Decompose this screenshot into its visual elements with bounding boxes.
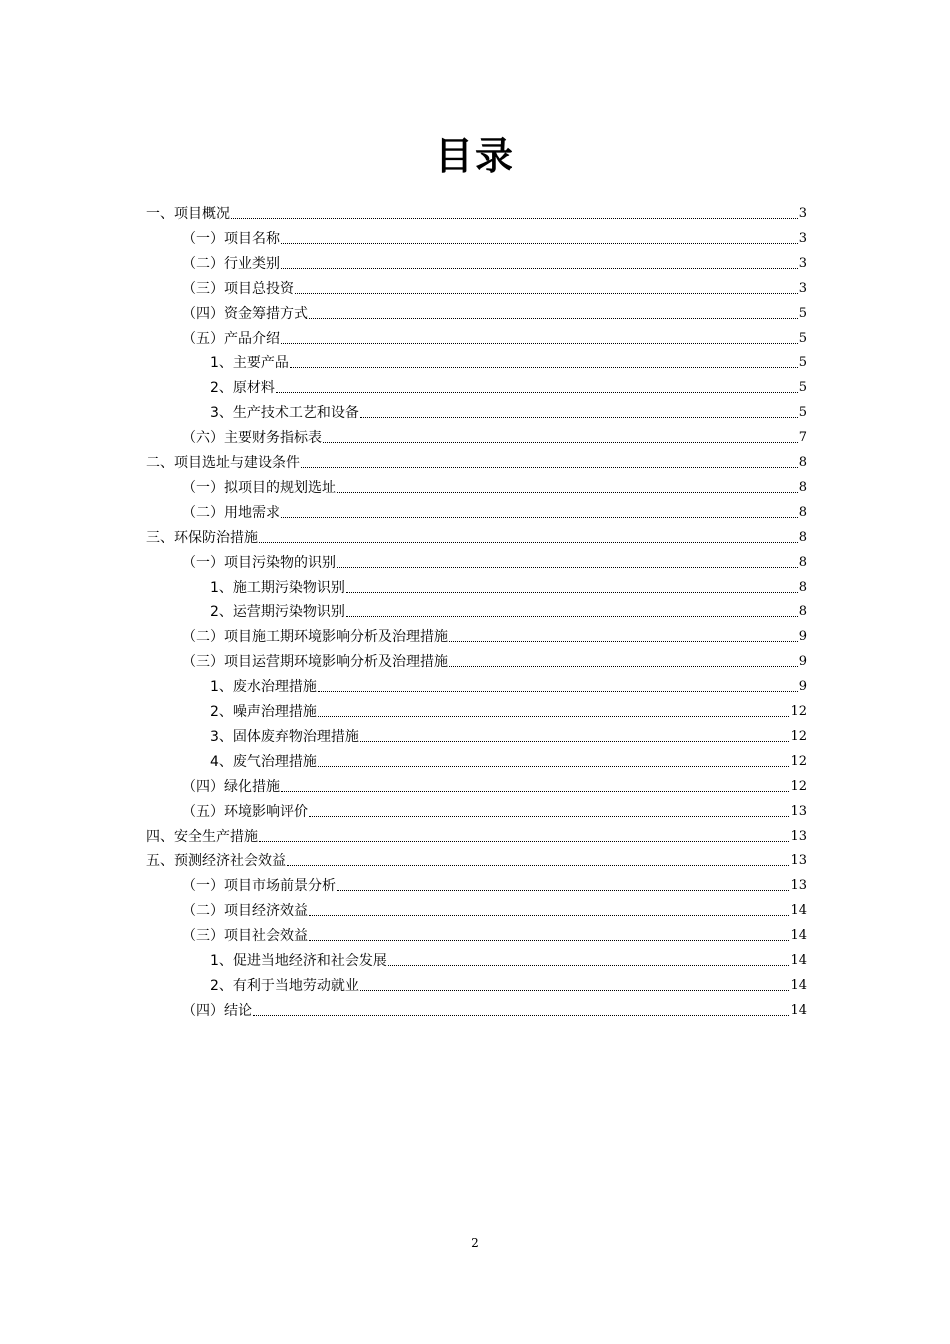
toc-dot-leader (449, 666, 798, 667)
toc-dot-leader (259, 542, 798, 543)
toc-entry-section[interactable] (182, 997, 807, 1021)
toc-entry-subsection[interactable] (210, 349, 807, 373)
toc-entry-label: （一）项目名称 (182, 230, 280, 247)
toc-entry-label: 2、运营期污染物识别 (210, 604, 345, 621)
toc-entry-page: 14 (790, 928, 807, 944)
toc-entry-subsection[interactable] (210, 374, 807, 398)
toc-entry-section[interactable] (182, 300, 807, 324)
toc-entry-label: （五）产品介绍 (182, 330, 280, 347)
toc-entry-page: 14 (790, 977, 807, 993)
toc-dot-leader (318, 691, 798, 692)
toc-entry-page: 8 (798, 479, 807, 495)
toc-entry-page: 12 (790, 704, 807, 719)
toc-entry-label: （四）结论 (182, 1002, 252, 1019)
toc-entry-page: 12 (790, 753, 807, 769)
toc-entry-section[interactable] (182, 424, 807, 448)
toc-entry-label: （三）项目社会效益 (182, 928, 308, 945)
toc-dot-leader (301, 467, 798, 468)
toc-entry-section[interactable] (182, 474, 807, 498)
toc-entry-page: 5 (798, 305, 807, 321)
toc-dot-leader (309, 816, 789, 817)
toc-dot-leader (309, 318, 798, 319)
toc-dot-leader (318, 716, 790, 717)
toc-entry-label: （四）绿化措施 (182, 778, 280, 795)
toc-entry-page: 5 (798, 405, 807, 421)
toc-entry-page: 3 (798, 230, 807, 246)
toc-entry-label: （三）项目运营期环境影响分析及治理措施 (182, 654, 448, 671)
toc-entry-label: （五）环境影响评价 (182, 803, 308, 820)
toc-entry-chapter[interactable] (146, 524, 807, 548)
toc-dot-leader (281, 268, 798, 269)
toc-entry-label: 1、促进当地经济和社会发展 (210, 953, 387, 969)
toc-entry-subsection[interactable] (210, 574, 807, 598)
toc-entry-page: 3 (798, 280, 807, 296)
toc-entry-label: 3、固体废弃物治理措施 (210, 728, 359, 745)
toc-entry-page: 7 (798, 430, 807, 446)
toc-entry-page: 13 (790, 828, 807, 844)
toc-entry-page: 3 (798, 255, 807, 271)
toc-entry-label: （一）项目市场前景分析 (182, 878, 336, 895)
toc-dot-leader (295, 293, 798, 294)
toc-dot-leader (337, 890, 789, 891)
toc-entry-page: 3 (798, 206, 807, 221)
toc-dot-leader (337, 567, 798, 568)
toc-entry-section[interactable] (182, 798, 807, 822)
toc-entry-page: 8 (798, 504, 807, 520)
toc-entry-section[interactable] (182, 897, 807, 921)
toc-entry-subsection[interactable] (210, 723, 807, 747)
toc-entry-label: （二）项目施工期环境影响分析及治理措施 (182, 629, 448, 646)
toc-entry-subsection[interactable] (210, 698, 807, 722)
toc-entry-label: 一、项目概况 (146, 206, 230, 222)
toc-entry-label: 2、有利于当地劳动就业 (210, 977, 359, 994)
page-title: 目录 (434, 134, 515, 178)
toc-entry-section[interactable] (182, 773, 807, 797)
toc-entry-subsection[interactable] (210, 598, 807, 622)
toc-entry-label: （三）项目总投资 (182, 280, 294, 297)
toc-entry-label: 四、安全生产措施 (146, 828, 258, 845)
toc-entry-label: （二）用地需求 (182, 504, 280, 521)
toc-dot-leader (259, 841, 789, 842)
toc-entry-section[interactable] (182, 922, 807, 946)
toc-entry-section[interactable] (182, 325, 807, 349)
toc-entry-page: 8 (798, 455, 807, 470)
toc-entry-page: 9 (798, 654, 807, 670)
toc-entry-page: 14 (790, 953, 807, 968)
toc-entry-label: 1、主要产品 (210, 355, 289, 372)
toc-dot-leader (360, 741, 790, 742)
toc-entry-label: 1、废水治理措施 (210, 679, 317, 696)
toc-entry-label: （二）行业类别 (182, 255, 280, 272)
toc-entry-page: 8 (798, 579, 807, 595)
toc-dot-leader (281, 343, 798, 344)
toc-entry-section[interactable] (182, 549, 807, 573)
toc-entry-label: 3、生产技术工艺和设备 (210, 405, 359, 422)
toc-entry-page: 5 (798, 380, 807, 396)
toc-entry-page: 14 (790, 903, 807, 919)
toc-entry-subsection[interactable] (210, 673, 807, 697)
toc-entry-section[interactable] (182, 872, 807, 896)
toc-entry-page: 9 (798, 629, 807, 645)
toc-dot-leader (309, 915, 789, 916)
toc-entry-label: （二）项目经济效益 (182, 903, 308, 920)
toc-dot-leader (281, 243, 798, 244)
toc-entry-label: （一）拟项目的规划选址 (182, 479, 336, 496)
toc-dot-leader (231, 218, 798, 219)
toc-entry-page: 12 (790, 728, 807, 744)
toc-entry-page: 13 (790, 803, 807, 819)
toc-entry-label: 1、施工期污染物识别 (210, 579, 345, 596)
toc-dot-leader (290, 367, 798, 368)
toc-dot-leader (281, 517, 798, 518)
toc-entry-chapter[interactable] (146, 847, 807, 871)
toc-entry-section[interactable] (182, 648, 807, 672)
toc-entry-page: 13 (790, 878, 807, 894)
toc-dot-leader (346, 592, 798, 593)
toc-dot-leader (449, 641, 798, 642)
toc-dot-leader (287, 865, 789, 866)
toc-entry-subsection[interactable] (210, 399, 807, 423)
toc-entry-label: 4、废气治理措施 (210, 753, 317, 770)
toc-dot-leader (309, 940, 789, 941)
toc-entry-page: 9 (798, 679, 807, 695)
toc-entry-subsection[interactable] (210, 947, 807, 971)
toc-dot-leader (337, 492, 798, 493)
toc-entry-subsection[interactable] (210, 748, 807, 772)
toc-entry-label: （六）主要财务指标表 (182, 430, 322, 447)
toc-entry-page: 8 (798, 604, 807, 620)
toc-entry-label: 三、环保防治措施 (146, 529, 258, 546)
toc-dot-leader (323, 442, 798, 443)
toc-dot-leader (276, 392, 798, 393)
toc-entry-chapter[interactable] (146, 823, 807, 847)
toc-entry-page: 14 (790, 1002, 807, 1018)
page-number: 2 (471, 1236, 479, 1250)
toc-entry-subsection[interactable] (210, 972, 807, 996)
toc-dot-leader (360, 990, 790, 991)
toc-entry-page: 12 (790, 778, 807, 794)
toc-entry-section[interactable] (182, 225, 807, 249)
toc-entry-chapter[interactable] (146, 200, 807, 224)
toc-dot-leader (360, 417, 798, 418)
toc-entry-label: 2、原材料 (210, 380, 275, 397)
toc-entry-label: （一）项目污染物的识别 (182, 554, 336, 571)
toc-entry-page: 5 (798, 355, 807, 371)
toc-entry-label: （四）资金筹措方式 (182, 305, 308, 322)
toc-dot-leader (318, 766, 790, 767)
toc-entry-section[interactable] (182, 623, 807, 647)
toc-dot-leader (346, 616, 798, 617)
toc-entry-page: 8 (798, 554, 807, 570)
toc-entry-label: 二、项目选址与建设条件 (146, 455, 300, 471)
toc-entry-chapter[interactable] (146, 449, 807, 473)
toc-entry-section[interactable] (182, 250, 807, 274)
toc-entry-label: 2、噪声治理措施 (210, 704, 317, 720)
toc-entry-section[interactable] (182, 499, 807, 523)
toc-entry-page: 5 (798, 330, 807, 346)
toc-entry-section[interactable] (182, 275, 807, 299)
toc-dot-leader (253, 1015, 789, 1016)
toc-entry-label: 五、预测经济社会效益 (146, 853, 286, 870)
toc-entry-page: 8 (798, 529, 807, 545)
toc-dot-leader (388, 965, 790, 966)
toc-entry-page: 13 (790, 853, 807, 869)
toc-dot-leader (281, 791, 789, 792)
